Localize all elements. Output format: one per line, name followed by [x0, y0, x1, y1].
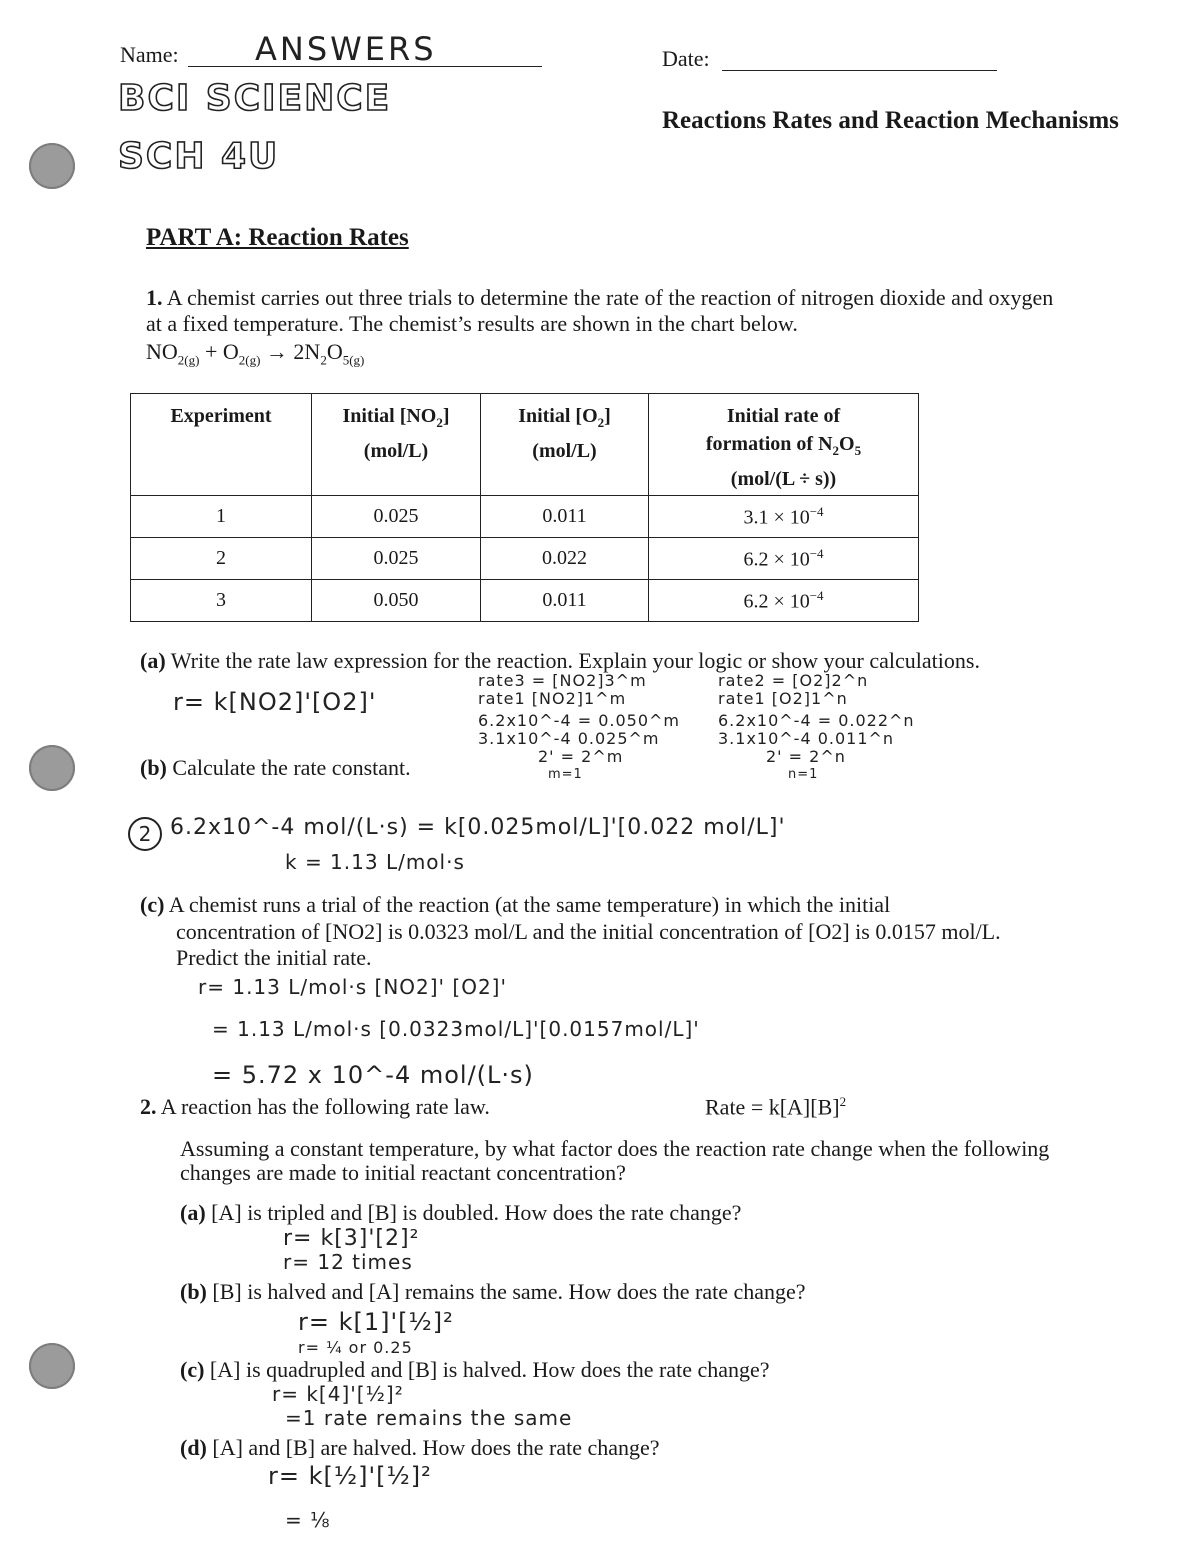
cell-o2: 0.022	[481, 538, 649, 580]
header-o2: Initial $[O_2]$ (mol/L)	[481, 394, 649, 496]
q1b-answer1[interactable]: 6.2x10^-4 mol/(L·s) = k[0.025mol/L]'[0.022 mol/L]'	[170, 815, 786, 840]
q2a-answer2[interactable]: r= 12 times	[283, 1250, 413, 1274]
q1c-text1: A chemist runs a trial of the reaction (at the same temperature) in which the initial	[168, 892, 891, 917]
punch-hole-top	[29, 143, 75, 189]
table-row	[131, 580, 919, 622]
cell-no2: 0.025	[312, 538, 481, 580]
cell-o2: 0.011	[481, 496, 649, 538]
q1b-question	[140, 755, 411, 781]
rate-mantissa: 6.2 × 10	[743, 548, 810, 571]
q2a-text: [A] is tripled and [B] is doubled. How does the rate change?	[211, 1200, 742, 1225]
date-line[interactable]	[722, 70, 997, 71]
q2b-answer1[interactable]: r= k[1]'[½]²	[298, 1308, 454, 1336]
q2d-question	[180, 1435, 660, 1461]
q2-number: 2.	[140, 1094, 157, 1119]
q1c-answer2[interactable]: = 1.13 L/mol·s [0.0323mol/L]'[0.0157mol/L]'	[212, 1017, 700, 1041]
q1-number: 1.	[146, 285, 163, 310]
q2c-label: (c)	[180, 1357, 205, 1382]
cell-rate	[649, 580, 919, 622]
q2d-text: [A] and [B] are halved. How does the rate change?	[212, 1435, 660, 1460]
q2b-answer2[interactable]: r= ¼ or 0.25	[298, 1338, 413, 1357]
punch-hole-bottom	[29, 1343, 75, 1389]
q1-line1	[146, 285, 1053, 311]
cell-no2: 0.025	[312, 496, 481, 538]
q1b-text: Calculate the rate constant.	[172, 755, 411, 780]
header-experiment: Experiment	[131, 394, 312, 496]
q1c-text2: concentration of [NO2] is 0.0323 mol/L and the initial concentration of [O2] is 0.0157 mol/L.	[176, 919, 1001, 944]
q1-text2: at a fixed temperature. The chemist’s results are shown in the chart below.	[146, 311, 798, 336]
cell-exp: 3	[131, 580, 312, 622]
punch-hole-middle	[29, 745, 75, 791]
name-value[interactable]: ANSWERS	[255, 30, 437, 68]
q1c-answer3[interactable]: = 5.72 x 10^-4 mol/(L·s)	[212, 1061, 534, 1089]
data-table	[130, 393, 919, 622]
q2a-answer1[interactable]: r= k[3]'[2]²	[283, 1226, 420, 1251]
reaction-equation	[146, 339, 364, 368]
q1c-answer1[interactable]: r= 1.13 L/mol·s [NO2]' [O2]'	[198, 975, 507, 999]
q2c-answer2[interactable]: =1 rate remains the same	[285, 1406, 573, 1430]
q1b-label: (b)	[140, 755, 167, 780]
work2-line: rate1 [O2]1^n	[718, 689, 848, 708]
q1-text1: A chemist carries out three trials to determine the rate of the reaction of nitrogen dioxide and oxygen	[166, 285, 1054, 310]
work2-line: 3.1x10^-4 0.011^n	[718, 729, 895, 748]
q2a-question	[180, 1200, 741, 1226]
q2d-label: (d)	[180, 1435, 207, 1460]
work2-line: 2' = 2^n	[766, 747, 846, 766]
rate-law-exponent: 2	[839, 1094, 847, 1109]
cell-exp: 2	[131, 538, 312, 580]
q2c-answer1[interactable]: r= k[4]'[½]²	[272, 1382, 404, 1406]
q1a-work2	[718, 672, 915, 784]
q2-intro2: changes are made to initial reactant concentration?	[180, 1160, 626, 1185]
rate-exponent: −4	[809, 587, 824, 603]
work1-line: 3.1x10^-4 0.025^m	[478, 729, 660, 748]
q2-text: A reaction has the following rate law.	[160, 1094, 490, 1119]
course-code: SCH 4U	[118, 136, 280, 177]
work1-line: 6.2x10^-4 = 0.050^m	[478, 711, 681, 730]
q1a-label: (a)	[140, 648, 166, 673]
q2-line	[140, 1094, 490, 1120]
cell-rate	[649, 538, 919, 580]
q2b-text: [B] is halved and [A] remains the same. How does the rate change?	[212, 1279, 806, 1304]
work2-line: n=1	[788, 767, 819, 782]
work1-line: rate3 = [NO2]3^m	[478, 671, 647, 690]
q2d-answer2[interactable]: = ⅛	[285, 1508, 331, 1532]
table-row	[131, 538, 919, 580]
cell-no2: 0.050	[312, 580, 481, 622]
school-logo-text: BCI SCIENCE	[118, 78, 392, 119]
work1-line: rate1 [NO2]1^m	[478, 689, 627, 708]
q2-rate-law	[705, 1094, 846, 1120]
equation-text: $NO_{2(g)} + O_{2(g)} \to 2N_2O_{5(g)}$	[146, 339, 365, 368]
q1c-label: (c)	[140, 892, 165, 917]
rate-mantissa: 3.1 × 10	[743, 506, 810, 529]
table-row	[131, 496, 919, 538]
q2d-answer1[interactable]: r= k[½]'[½]²	[268, 1462, 432, 1490]
cell-rate	[649, 496, 919, 538]
table-header-row	[131, 394, 919, 496]
q1a-answer[interactable]: r= k[NO2]'[O2]'	[173, 688, 377, 716]
q1b-answer2[interactable]: k = 1.13 L/mol·s	[285, 850, 465, 874]
rate-exponent: −4	[809, 545, 824, 561]
rate-mantissa: 6.2 × 10	[743, 590, 810, 613]
cell-o2: 0.011	[481, 580, 649, 622]
header-no2: Initial $[NO_2]$ (mol/L)	[312, 394, 481, 496]
q2c-text: [A] is quadrupled and [B] is halved. How does the rate change?	[209, 1357, 770, 1382]
q1c-line1	[140, 892, 890, 918]
name-label: Name:	[120, 42, 179, 67]
q1b-mark: 2	[128, 817, 162, 851]
rate-law-text: Rate = k[A][B]	[705, 1094, 840, 1120]
q2b-question	[180, 1279, 806, 1305]
q1c-text3: Predict the initial rate.	[176, 945, 372, 970]
work2-line: rate2 = [O2]2^n	[718, 671, 869, 690]
cell-exp: 1	[131, 496, 312, 538]
work1-line: m=1	[548, 767, 583, 782]
q1a-text: Write the rate law expression for the reaction. Explain your logic or show your calculations.	[170, 648, 980, 673]
q2-intro1: Assuming a constant temperature, by what factor does the reaction rate change when the following	[180, 1136, 1050, 1161]
q2a-label: (a)	[180, 1200, 206, 1225]
part-a-title: PART A: Reaction Rates	[146, 224, 409, 251]
q2b-label: (b)	[180, 1279, 207, 1304]
work1-line: 2' = 2^m	[538, 747, 624, 766]
work2-line: 6.2x10^-4 = 0.022^n	[718, 711, 915, 730]
q1a-work1	[478, 672, 680, 784]
unit-title: Reactions Rates and Reaction Mechanisms	[662, 107, 1119, 134]
header-rate: Initial rate of formation of $N_2O_5$ (mol/(L ÷ s))	[649, 394, 919, 496]
date-label: Date:	[662, 46, 710, 71]
q2c-question	[180, 1357, 770, 1383]
rate-exponent: −4	[809, 503, 824, 519]
